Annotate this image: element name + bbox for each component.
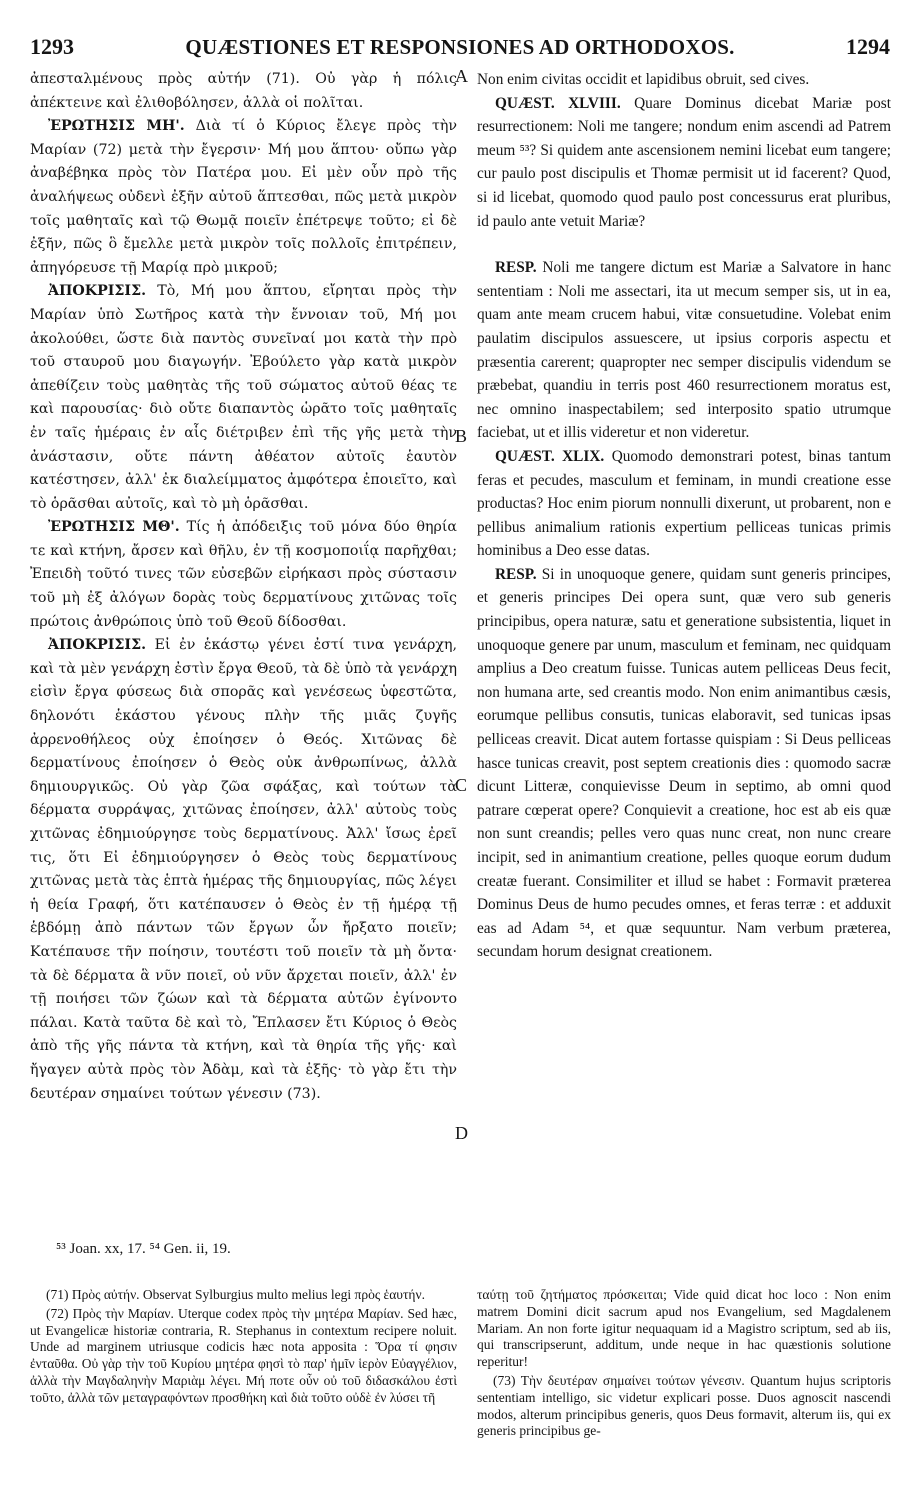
- footnote-73: (73) Τὴν δευτέραν σημαίνει τούτων γένεσιν. Quantum hujus scriptoris sententiam intelligo, sic videtur explicari posse. Duos agnoscit nascendi modos, alterum principibus generis, quos Deus formavit, alterum iis, qui ex generis principibus ge-: [477, 1372, 891, 1439]
- question-text: Quare Dominus dicebat Mariæ post resurrectionem: Noli me tangere; nondum enim ascendi ad Patrem meum ⁵³? Si quidem ante ascensionem nemini licebat eum tangere; cur paulo post discipulis et Thomæ permisit ut id facerent? Quod, si id licebat, quomodo quod paulo post concessurus erat pluribus, id paulo ante vetuit Mariæ?: [477, 94, 891, 230]
- question-label: ἘΡΩΤΗΣΙΣ ΜΗ'.: [48, 118, 185, 135]
- answer-text: Τὸ, Μή μου ἅπτου, εἴρηται πρὸς τὴν Μαρίαν ὑπὸ Σωτῆρος κατὰ τὴν ἔννοιαν τοῦ, Μή μοι ἀκολούθει, ὥστε διὰ παντὸς συνεῖναί μοι κατὰ τὴν πρὸ τοῦ σταυροῦ μου διαγωγήν. Ἐβούλετο γὰρ κατὰ μικρὸν ἀπεθίζειν τοὺς μαθητὰς τῆς τοῦ σώματος αὐτοῦ θέας τε καὶ παρουσίας· διὸ οὔτε διαπαντὸς ὡρᾶτο τοῖς μαθηταῖς ἐν ταῖς ἡμέραις ἐν αἷς διέτριβεν ἐπὶ τῆς γῆς μετὰ τὴν ἀνάστασιν, οὔτε πάντη ἀθέατον αὐτοῖς ἑαυτὸν κατέστησεν, ἀλλ' ἐκ διαλείμματος ἀμφότερα ἐποιεῖτο, καὶ τὸ ὁρᾶσθαι αὐτοῖς, καὶ τὸ μὴ ὁρᾶσθαι.: [30, 283, 457, 512]
- footnote-72-continued: ταύτῃ τοῦ ζητήματος πρόσκειται; Vide quid dicat hoc loco : Non enim matrem Domini dicit sacrum apud nos Evangelium, sed Magdalenem Mariam. An non forte igitur nequaquam id a Magistro scriptum, sed ab iis, qui transcripserunt, additum, unde neque in hac quæstionis solutione reperitur!: [477, 1287, 891, 1370]
- latin-response-48: [477, 256, 891, 445]
- greek-question-48: [30, 115, 457, 280]
- question-text: Διὰ τί ὁ Κύριος ἔλεγε πρὸς τὴν Μαρίαν (72) μετὰ τὴν ἔγερσιν· Μή μου ἅπτου· οὔπω γὰρ ἀναβέβηκα πρὸς τὸν Πατέρα μου. Εἰ μὲν οὖν πρὸ τῆς ἀναλήψεως οὐδενὶ ἐξῆν αὐτοῦ ἅπτεσθαι, πῶς μετὰ μικρὸν τοῖς μαθηταῖς καὶ τῷ Θωμᾷ ποιεῖν ἐπέτρεψε τοῦτο; εἰ δὲ ἐξῆν, πῶς ὃ ἔμελλε μετὰ μικρὸν τοῖς πολλοῖς ἐπιτρέπειν, ἀπηγόρευσε τῇ Μαρίᾳ πρὸ μικροῦ;: [30, 118, 457, 276]
- footnotes-left: [30, 1287, 457, 1409]
- greek-column: [30, 68, 457, 1106]
- greek-answer-48: [30, 280, 457, 516]
- footnote-72: (72) Πρὸς τὴν Μαρίαν. Uterque codex πρὸς τὴν μητέρα Μαρίαν. Sed hæc, ut Evangelicæ historiæ contraria, R. Stephanus in contextum recipere noluit. Unde ad marginem utriusque codicis hæc nota apposita : Ὅρα τί φησιν ἐνταῦθα. Οὐ γὰρ τὴν τοῦ Κυρίου μητέρα φησὶ τὸ παρ' ἡμῖν ἱερὸν Εὐαγγέλιον, ἀλλὰ τὴν Μαγδαληνὴν Μαριὰμ λέγει. Μή ποτε οὖν οὐ τοῦ διδασκάλου ἐστὶ τοῦτο, ἀλλὰ τῶν μεταγραφόντων προσθήκη καὶ διὰ τοῦτο οὐδὲ ἐν λύσει τῆ: [30, 1305, 457, 1405]
- response-text: Si in unoquoque genere, quidam sunt generis principes, et generis principes Dei opera sunt, quæ vero sub generis principibus, opera naturæ, satu et generatione subsistentia, liquet in unoquoque genere par unum, masculum et feminam, nec quidquam amplius a Deo creatum fuisse. Tunicas autem pelliceas Deus fecit, non humana arte, sed creantis modo. Non enim animantibus cæsis, eorumque pellibus consutis, tunicas elaboravit, sed tunicas ipsas pelliceas creavit. Dicat autem fortasse quispiam : Si Deus pelliceas hasce tunicas creavit, post septem creationis dies : quomodo sacræ dicunt Litteræ, conquievisse Deum in septimo, ab omni quod patrare cœperat opere? Conquievit a creatione, hoc est ab eis quæ non sunt creandis; pelles vero quas nunc creat, non nunc creare incipit, sed in animantium creatione, pelles quoque eorum dudum creatæ fuerant. Consimiliter et illud se habet : Formavit præterea Dominus Deus de humo pecudes omnes, et feras terræ : et adduxit eas ad Adam ⁵⁴, et quæ sequuntur. Nam verbum præterea, secundam horum designat creationem.: [477, 565, 892, 961]
- answer-text: Εἰ ἐν ἑκάστῳ γένει ἐστί τινα γενάρχη, καὶ τὰ μὲν γενάρχη ἐστὶν ἔργα Θεοῦ, τὰ δὲ ὑπὸ τὰ γενάρχη εἰσὶν ἔργα φύσεως διὰ σπορᾶς καὶ γενέσεως ὑφεστῶτα, δηλονότι ἑκάστου γένους πλὴν τῆς μιᾶς ζυγῆς ἀρρενοθήλεος οὐχ ἐποίησεν ὁ Θεός. Χιτῶνας δὲ δερματίνους ἐποίησεν ὁ Θεὸς οὐκ ἀνθρωπίνως, ἀλλὰ δημιουργικῶς. Οὐ γὰρ ζῶα σφάξας, καὶ τούτων τὰ δέρματα συρράψας, χιτῶνας ἐποίησεν, ἀλλ' αὐτοὺς τοὺς χιτῶνας ἐδημιούργησε τοὺς δερματίνους. Ἀλλ' ἴσως ἐρεῖ τις, ὅτι Εἰ ἐδημιούργησεν ὁ Θεὸς τοὺς δερματίνους χιτῶνας μετὰ τὰς ἑπτὰ ἡμέρας τῆς δημιουργίας, πῶς λέγει ἡ θεία Γραφή, ὅτι κατέπαυσεν ὁ Θεὸς ἐν τῇ ἡμέρᾳ τῇ ἑβδόμῃ ἀπὸ πάντων τῶν ἔργων ὧν ἤρξατο ποιεῖν; Κατέπαυσε τῆν ποίησιν, τουτέστι τοῦ ποιεῖν τὰ μὴ ὄντα· τὰ δὲ δέρματα ἃ νῦν ποιεῖ, οὐ νῦν ἄρχεται ποιεῖν, ἀλλ' ἐν τῇ ποιήσει τῶν ζώων καὶ τὰ δέρματα αὐτῶν ἐγίνοντο πάλαι. Κατὰ ταῦτα δὲ καὶ τὸ, Ἔπλασεν ἔτι Κύριος ὁ Θεὸς ἀπὸ τῆς γῆς πάντα τὰ κτήνη, καὶ τὰ θηρία τῆς γῆς· καὶ ἤγαγεν αὐτὰ πρὸς τὸν Ἀδὰμ, καὶ τὰ ἑξῆς· τὸ γὰρ ἔτι τὴν δευτέραν σημαίνει τούτων γένεσιν (73).: [30, 637, 458, 1102]
- latin-question-48: [477, 92, 891, 234]
- latin-response-49: [477, 563, 891, 964]
- question-text: Τίς ἡ ἀπόδειξις τοῦ μόνα δύο θηρία τε καὶ κτήνη, ἄρσεν καὶ θῆλυ, ἐν τῇ κοσμοποιΐᾳ παρῆχθαι; Ἐπειδὴ τοῦτό τινες τῶν εὐσεβῶν εἰρήκασι πρὸς σύστασιν τοῦ μὴ ἐξ ἀλόγων δορὰς τοὺς δερματίνους χιτῶνας τοῖς πρώτοις ἀνθρώποις ὑπὸ τοῦ Θεοῦ δίδοσθαι.: [30, 519, 457, 630]
- scripture-references: ⁵³ Joan. xx, 17. ⁵⁴ Gen. ii, 19.: [56, 1241, 231, 1257]
- running-title: QUÆSTIONES ET RESPONSIONES AD ORTHODOXOS.: [185, 35, 735, 59]
- margin-marker-a: A: [455, 66, 468, 86]
- greek-answer-49: [30, 634, 457, 1106]
- margin-marker-b: B: [455, 426, 468, 446]
- greek-question-49: [30, 516, 457, 634]
- response-label: RESP.: [495, 259, 537, 277]
- page-number-right: 1294: [846, 34, 890, 59]
- latin-column: [477, 68, 891, 964]
- response-label: RESP.: [495, 565, 537, 583]
- footnote-71: (71) Πρὸς αὐτήν. Observat Sylburgius multo melius legi πρὸς ἑαυτήν.: [46, 1287, 425, 1302]
- answer-label: ἈΠΟΚΡΙΣΙΣ.: [48, 283, 147, 300]
- margin-marker-d: D: [455, 1123, 468, 1143]
- footnotes-right: [477, 1287, 891, 1442]
- question-label: QUÆST. XLIX.: [495, 447, 605, 465]
- question-text: Quomodo demonstrari potest, binas tantum feras et pecudes, masculum et feminam, in mundi creatione esse productas? Hoc enim piorum nonnulli dixerunt, ut probarent, non e pellibus animalium rationis expertium pelliceas tunicas primis hominibus a Deo esse datas.: [477, 447, 891, 560]
- margin-marker-c: C: [455, 775, 468, 795]
- question-label: ἘΡΩΤΗΣΙΣ ΜΘ'.: [48, 519, 180, 536]
- response-text: Noli me tangere dictum est Mariæ a Salvatore in hanc sententiam : Noli me assectari, ita ut mecum semper sis, ut in ea, quam ante meam crucem habui, vitæ consuetudine. Volebat enim paulatim discipulos assuescere, ut ipsius corporis aspectu et præsentia carerent; quapropter nec semper discipulis videndum se præbebat, quandiu in terris post 460 resurrectionem moratus est, nec omnino inaspectabilem; sed interposito spatio utrumque faciebat, ut et illis videretur et non videretur.: [477, 259, 891, 442]
- latin-question-49: [477, 445, 891, 563]
- page-number-left: 1293: [30, 34, 74, 59]
- greek-paragraph: ἀπεσταλμένους πρὸς αὐτήν (71). Οὐ γὰρ ἡ πόλις ἀπέκτεινε καὶ ἐλιθοβόλησεν, ἀλλὰ οἱ πολῖται.: [30, 71, 457, 111]
- question-label: QUÆST. XLVIII.: [495, 94, 621, 112]
- latin-paragraph: Non enim civitas occidit et lapidibus obruit, sed cives.: [477, 71, 810, 88]
- page-header: [30, 34, 890, 62]
- answer-label: ἈΠΟΚΡΙΣΙΣ.: [48, 637, 147, 654]
